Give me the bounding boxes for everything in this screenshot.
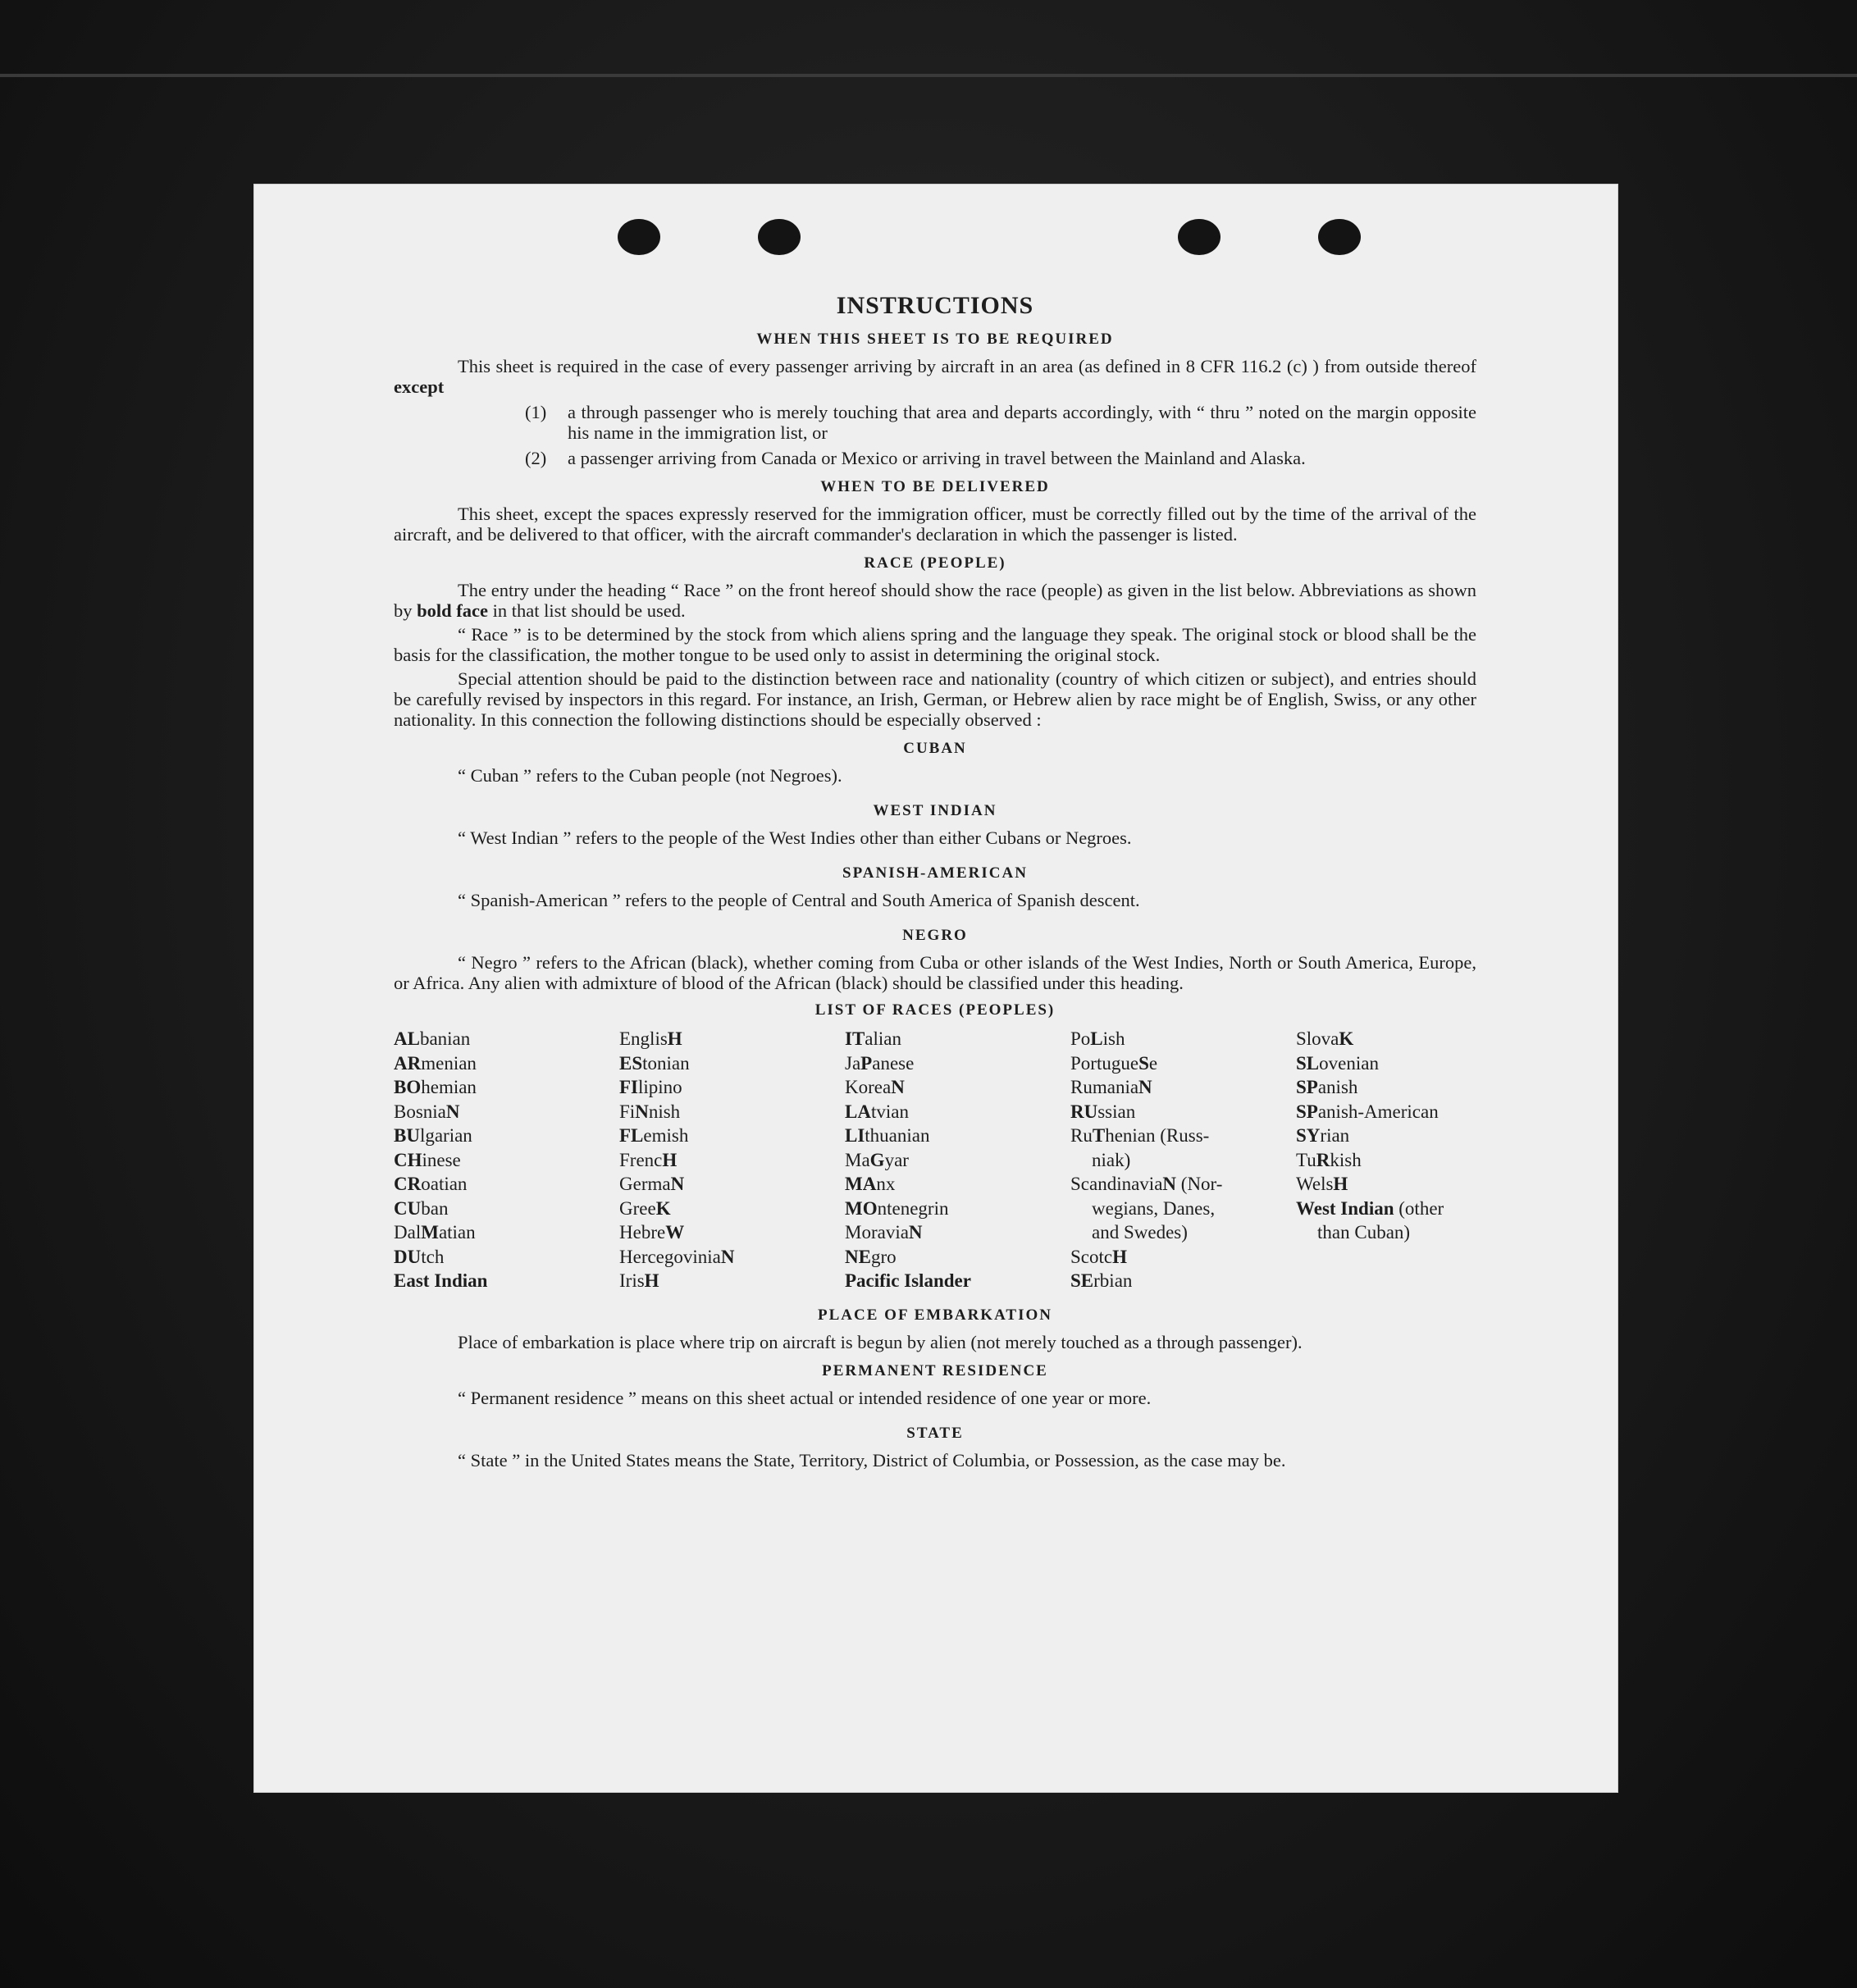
race-entry-part: H <box>667 1028 682 1049</box>
races-list <box>394 1027 1476 1293</box>
punch-hole <box>618 219 660 255</box>
race-entry-part: Hebre <box>619 1222 666 1242</box>
race-entry-part: H <box>1112 1246 1127 1267</box>
race-entry-part: Scandinavia <box>1070 1174 1163 1194</box>
race-entry-part: yar <box>884 1149 909 1170</box>
race-entry <box>394 1172 619 1197</box>
race-entry <box>845 1075 1070 1100</box>
race-entry <box>845 1148 1070 1173</box>
race-entry-part: Pacific Islander <box>845 1270 971 1291</box>
races-column <box>619 1027 845 1293</box>
race-entry-part: NE <box>845 1246 871 1267</box>
race-entry-part: L <box>1090 1028 1103 1049</box>
race-entry-part: N <box>891 1077 905 1097</box>
race-entry-part: ntenegrin <box>877 1197 949 1219</box>
race-entry <box>1070 1027 1296 1051</box>
race-entry-part: nish <box>648 1101 681 1122</box>
race-entry-part: gro <box>870 1246 897 1267</box>
race-entry <box>394 1100 619 1124</box>
required-intro: This sheet is required in the case of every passenger arriving by aircraft in an area (as defined in 8 CFR 116.2 (c) ) from outside thereof except <box>394 356 1476 397</box>
race-entry-part: henian (Russ- <box>1105 1125 1210 1146</box>
race-entry-part: G <box>869 1149 885 1170</box>
race-entry-part: Iris <box>619 1270 645 1291</box>
race-entry <box>1070 1269 1296 1293</box>
race-entry-part: H <box>644 1270 659 1291</box>
race-paragraph-2: “ Race ” is to be determined by the stock from which aliens spring and the language they speak. The original stock or blood shall be the basis for the classification, the mother tongue to be used only to assist in determining the original stock. <box>394 624 1476 665</box>
negro-text: “ Negro ” refers to the African (black), whether coming from Cuba or other islands of the West Indies, North or South America, Europe, or Africa. Any alien with admixture of blood of the African (black) should be classified under this heading. <box>394 952 1476 993</box>
race-entry <box>1070 1051 1296 1076</box>
race-entry-part: SE <box>1070 1270 1094 1291</box>
race-entry-part: T <box>1092 1125 1106 1146</box>
race-entry-part: rian <box>1320 1125 1350 1146</box>
race-entry-part: Hercegovinia <box>619 1246 721 1267</box>
race-entry-part: N <box>720 1246 735 1267</box>
race-entry-part: ish <box>1102 1028 1125 1049</box>
race-entry-part: BO <box>394 1077 422 1097</box>
race-entry-part: Portugue <box>1070 1052 1139 1074</box>
race-entry-part: ssian <box>1097 1101 1136 1122</box>
race-entry <box>394 1027 619 1051</box>
race-entry-part: FI <box>619 1077 638 1097</box>
race-entry-part: than Cuban) <box>1317 1222 1411 1242</box>
punch-hole <box>1318 219 1361 255</box>
race-entry <box>394 1269 619 1293</box>
sheet-content <box>394 292 1476 1474</box>
race-entry <box>845 1100 1070 1124</box>
race-entry-part: niak) <box>1092 1149 1131 1170</box>
race-entry <box>394 1220 619 1245</box>
race-entry-part: M <box>421 1222 439 1242</box>
race-entry-part: N <box>445 1101 460 1122</box>
race-entry-part: Slova <box>1296 1028 1339 1049</box>
race-entry-part: N <box>1162 1174 1177 1194</box>
race-entry-part: P <box>860 1052 873 1074</box>
race-entry <box>845 1269 1070 1293</box>
race-entry-part: SY <box>1296 1125 1321 1146</box>
race-entry <box>619 1100 845 1124</box>
race-entry <box>619 1124 845 1148</box>
race-entry-part: ES <box>619 1052 643 1074</box>
residence-text: “ Permanent residence ” means on this sheet actual or intended residence of one year or more. <box>458 1387 1152 1408</box>
race-entry-part: alian <box>865 1028 901 1049</box>
race-entry-part: CR <box>394 1174 422 1194</box>
page-title: INSTRUCTIONS <box>836 292 1034 319</box>
race-entry <box>845 1124 1070 1148</box>
race-entry <box>845 1197 1070 1221</box>
race-entry <box>619 1220 845 1245</box>
race-entry-part: N <box>1138 1077 1152 1097</box>
race-entry-part: thuanian <box>865 1125 930 1146</box>
races-column <box>1070 1027 1296 1293</box>
race-entry-part: Wels <box>1296 1174 1334 1194</box>
race-entry-part: N <box>670 1174 685 1194</box>
race-entry-part: Frenc <box>619 1149 663 1170</box>
race-entry <box>1070 1197 1296 1221</box>
heading-spanish-american: SPANISH-AMERICAN <box>842 864 1028 882</box>
race-entry <box>394 1124 619 1148</box>
punch-hole <box>1178 219 1221 255</box>
heading-required: WHEN THIS SHEET IS TO BE REQUIRED <box>756 331 1114 348</box>
heading-list-of-races: LIST OF RACES (PEOPLES) <box>814 1001 1056 1019</box>
race-entry <box>845 1027 1070 1051</box>
heading-race: RACE (PEOPLE) <box>864 554 1006 572</box>
punch-hole <box>758 219 801 255</box>
race-entry-part: CH <box>394 1149 422 1170</box>
race-entry-part: nx <box>876 1174 896 1194</box>
race-entry-part: AR <box>394 1052 422 1074</box>
race-entry-part: (Nor- <box>1176 1174 1223 1194</box>
race-entry <box>1296 1148 1493 1173</box>
race-entry-part: LI <box>845 1125 865 1146</box>
spanish-american-text: “ Spanish-American ” refers to the people of Central and South America of Spanish descent. <box>458 890 1140 910</box>
race-entry-part: East Indian <box>394 1270 488 1291</box>
race-entry-part: ban <box>421 1197 449 1219</box>
heading-residence: PERMANENT RESIDENCE <box>822 1361 1048 1379</box>
race-entry <box>1296 1172 1493 1197</box>
race-entry-part: IT <box>845 1028 865 1049</box>
race-entry-part: Tu <box>1296 1149 1316 1170</box>
race-entry-part: anish-American <box>1317 1101 1439 1122</box>
race-entry-part: tvian <box>870 1101 909 1122</box>
race-entry-part: LA <box>845 1101 871 1122</box>
race-entry <box>619 1172 845 1197</box>
heading-state: STATE <box>906 1424 964 1442</box>
race-entry-part: Dal <box>394 1222 422 1242</box>
race-entry <box>1070 1245 1296 1270</box>
race-entry <box>619 1245 845 1270</box>
race-entry-part: Fi <box>619 1101 636 1122</box>
required-item: (2) a passenger arriving from Canada or Mexico or arriving in travel between the Mainland and Alaska. <box>525 448 1306 468</box>
race-entry <box>394 1148 619 1173</box>
race-paragraph-1: The entry under the heading “ Race ” on the front hereof should show the race (people) as given in the list below. Abbreviations as shown by bold face in that list should be used. <box>394 580 1476 621</box>
race-entry <box>845 1245 1070 1270</box>
race-entry <box>394 1051 619 1076</box>
race-entry-part: e <box>1148 1052 1158 1074</box>
race-entry-part: N <box>635 1101 649 1122</box>
race-entry-part: anese <box>872 1052 915 1074</box>
race-entry-part: Rumania <box>1070 1077 1139 1097</box>
race-entry <box>619 1027 845 1051</box>
race-entry <box>619 1075 845 1100</box>
race-entry <box>394 1197 619 1221</box>
instruction-sheet <box>254 185 1617 1792</box>
races-column <box>1296 1027 1493 1293</box>
race-entry-part: Moravia <box>845 1222 909 1242</box>
race-entry-part: oatian <box>421 1174 468 1194</box>
race-entry-part: CU <box>394 1197 422 1219</box>
race-entry-part: emish <box>643 1125 689 1146</box>
race-entry-part: kish <box>1330 1149 1362 1170</box>
race-entry <box>1296 1051 1493 1076</box>
race-entry-part: H <box>1333 1174 1348 1194</box>
race-entry <box>1296 1100 1493 1124</box>
heading-delivered: WHEN TO BE DELIVERED <box>820 478 1050 495</box>
race-entry <box>394 1075 619 1100</box>
race-entry-part: atian <box>438 1222 476 1242</box>
race-entry-part: Ma <box>845 1149 870 1170</box>
race-entry <box>1070 1148 1296 1173</box>
race-entry-part: SP <box>1296 1101 1318 1122</box>
race-entry <box>1296 1124 1493 1148</box>
west-indian-text: “ West Indian ” refers to the people of the West Indies other than either Cubans or Negroes. <box>458 828 1132 848</box>
delivered-text: This sheet, except the spaces expressly reserved for the immigration officer, must be correctly filled out by the time of the arrival of the aircraft, and be delivered to that officer, with the aircraft commander's declaration in which the passenger is listed. <box>394 504 1476 545</box>
race-entry-part: rbian <box>1093 1270 1133 1291</box>
race-entry-part: Gree <box>619 1197 656 1219</box>
cuban-text: “ Cuban ” refers to the Cuban people (not Negroes). <box>458 765 842 786</box>
race-entry-part: and Swedes) <box>1092 1222 1188 1242</box>
race-entry-part: S <box>1138 1052 1149 1074</box>
races-column <box>845 1027 1070 1293</box>
race-entry-part: SL <box>1296 1052 1320 1074</box>
race-entry-part: H <box>662 1149 678 1170</box>
heading-negro: NEGRO <box>902 927 968 944</box>
race-entry-part: RU <box>1070 1101 1098 1122</box>
race-entry-part: Englis <box>619 1028 668 1049</box>
race-entry-part: Po <box>1070 1028 1091 1049</box>
races-column <box>394 1027 619 1293</box>
race-entry-part: N <box>908 1222 923 1242</box>
race-entry-part: MO <box>845 1197 878 1219</box>
race-entry <box>1296 1197 1493 1221</box>
race-entry-part: MA <box>845 1174 877 1194</box>
race-entry <box>1070 1124 1296 1148</box>
race-entry-part: lipino <box>638 1077 682 1097</box>
race-entry-part: W <box>665 1222 685 1242</box>
race-entry <box>619 1197 845 1221</box>
race-entry <box>845 1220 1070 1245</box>
race-entry <box>1070 1075 1296 1100</box>
race-entry-part: Germa <box>619 1174 671 1194</box>
race-entry <box>1070 1220 1296 1245</box>
race-entry-part: DU <box>394 1246 422 1267</box>
race-entry-part: menian <box>421 1052 477 1074</box>
race-entry <box>1296 1220 1493 1245</box>
race-entry-part: Scotc <box>1070 1246 1113 1267</box>
heading-west-indian: WEST INDIAN <box>873 802 997 819</box>
race-entry-part: tch <box>421 1246 445 1267</box>
embarkation-text: Place of embarkation is place where trip on aircraft is begun by alien (not merely touched as a through passenger). <box>458 1331 1303 1352</box>
race-entry-part: R <box>1316 1149 1330 1170</box>
scanner-edge-line <box>0 74 1857 77</box>
state-text: “ State ” in the United States means the State, Territory, District of Columbia, or Possession, as the case may be. <box>458 1449 1286 1470</box>
race-entry-part: FL <box>619 1125 644 1146</box>
race-entry-part: anish <box>1317 1077 1358 1097</box>
race-entry-part: hemian <box>421 1077 477 1097</box>
race-entry-part: wegians, Danes, <box>1092 1197 1216 1219</box>
race-entry-part: K <box>1339 1028 1354 1049</box>
race-entry-part: Ru <box>1070 1125 1093 1146</box>
race-entry <box>1070 1172 1296 1197</box>
heading-cuban: CUBAN <box>903 740 967 757</box>
race-entry <box>619 1269 845 1293</box>
race-entry <box>1296 1027 1493 1051</box>
race-entry <box>619 1051 845 1076</box>
race-entry-part: Ja <box>845 1052 861 1074</box>
race-entry-part: BU <box>394 1125 420 1146</box>
race-entry <box>394 1245 619 1270</box>
race-entry <box>845 1051 1070 1076</box>
race-entry-part: lgarian <box>419 1125 472 1146</box>
race-entry-part: Bosnia <box>394 1101 446 1122</box>
race-entry-part: West Indian <box>1296 1197 1394 1219</box>
race-entry-part: K <box>655 1197 671 1219</box>
race-entry-part: Korea <box>845 1077 892 1097</box>
race-entry-part: banian <box>419 1028 471 1049</box>
race-entry <box>619 1148 845 1173</box>
race-entry-part: tonian <box>642 1052 690 1074</box>
race-entry <box>1296 1075 1493 1100</box>
race-paragraph-3: Special attention should be paid to the distinction between race and nationality (country of which citizen or subject), and entries should be carefully revised by inspectors in this regard. For instance, an Irish, German, or Hebrew alien by race might be of English, Swiss, or any other nationality. In this connection the following distinctions should be especially observed : <box>394 668 1476 730</box>
race-entry-part: ovenian <box>1319 1052 1379 1074</box>
required-item: (1) a through passenger who is merely touching that area and departs accordingly, with “ thru ” noted on the margin opposite his name in the immigration list, or <box>525 402 1476 443</box>
race-entry-part: inese <box>422 1149 461 1170</box>
race-entry-part: SP <box>1296 1077 1318 1097</box>
heading-embarkation: PLACE OF EMBARKATION <box>818 1306 1052 1324</box>
race-entry-part: (other <box>1394 1197 1444 1219</box>
race-entry <box>845 1172 1070 1197</box>
race-entry-part: AL <box>394 1028 420 1049</box>
race-entry <box>1070 1100 1296 1124</box>
